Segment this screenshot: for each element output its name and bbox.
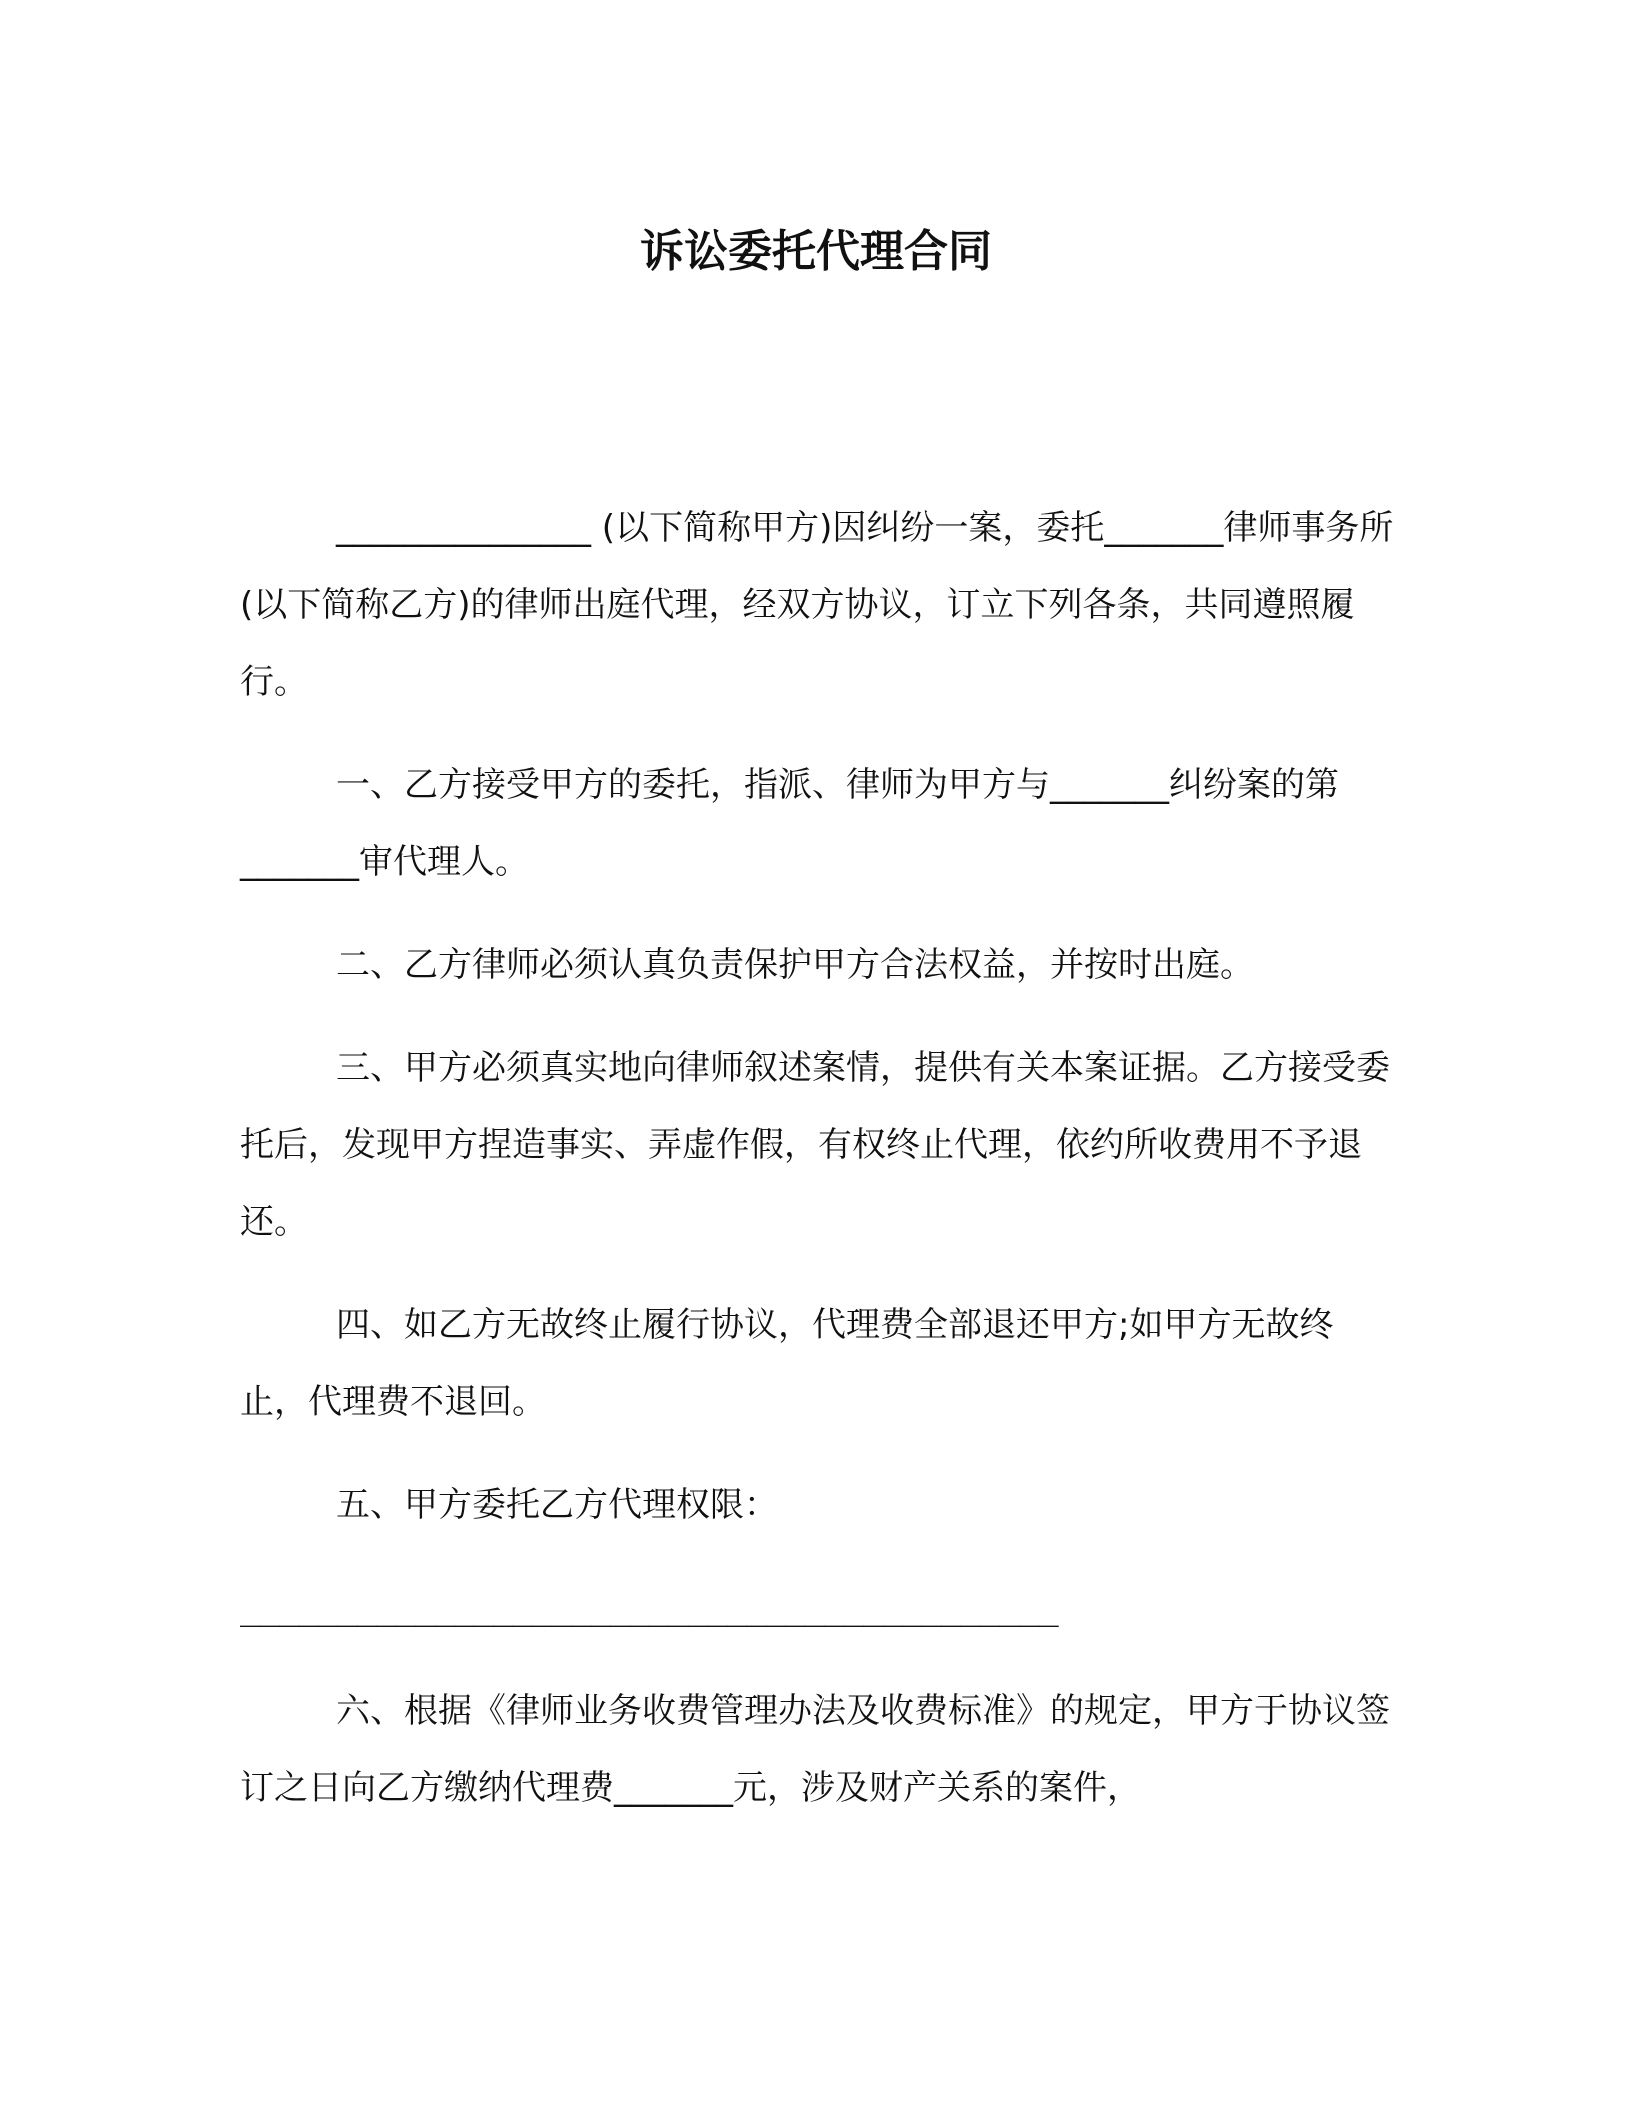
document-title: 诉讼委托代理合同 [640,226,992,277]
paragraph-clause-1: 一、乙方接受甲方的委托，指派、律师为甲方与_______纠纷案的第_______审代理人。 [240,765,1339,882]
paragraph-clause-4: 四、如乙方无故终止履行协议，代理费全部退还甲方;如甲方无故终止，代理费不退回。 [240,1305,1334,1422]
paragraph-clause-3: 三、甲方必须真实地向律师叙述案情，提供有关本案证据。乙方接受委托后，发现甲方捏造事实、弄虚作假，有权终止代理，依约所收费用不予退还。 [240,1048,1390,1242]
paragraph-clause-6: 六、根据《律师业务收费管理办法及收费标准》的规定，甲方于协议签订之日向乙方缴纳代理费_______元，涉及财产关系的案件， [240,1691,1390,1808]
paragraph-clause-5: 五、甲方委托乙方代理权限： [336,1485,778,1525]
blank-fill-line: __________________________________________ [240,1588,1058,1628]
paragraph-preamble: _______________ (以下简称甲方)因纠纷一案，委托_______律师事务所(以下简称乙方)的律师出庭代理，经双方协议，订立下列各条，共同遵照履行。 [240,508,1394,702]
paragraph-clause-2: 二、乙方律师必须认真负责保护甲方合法权益，并按时出庭。 [336,945,1254,985]
document-body [240,490,1400,1853]
